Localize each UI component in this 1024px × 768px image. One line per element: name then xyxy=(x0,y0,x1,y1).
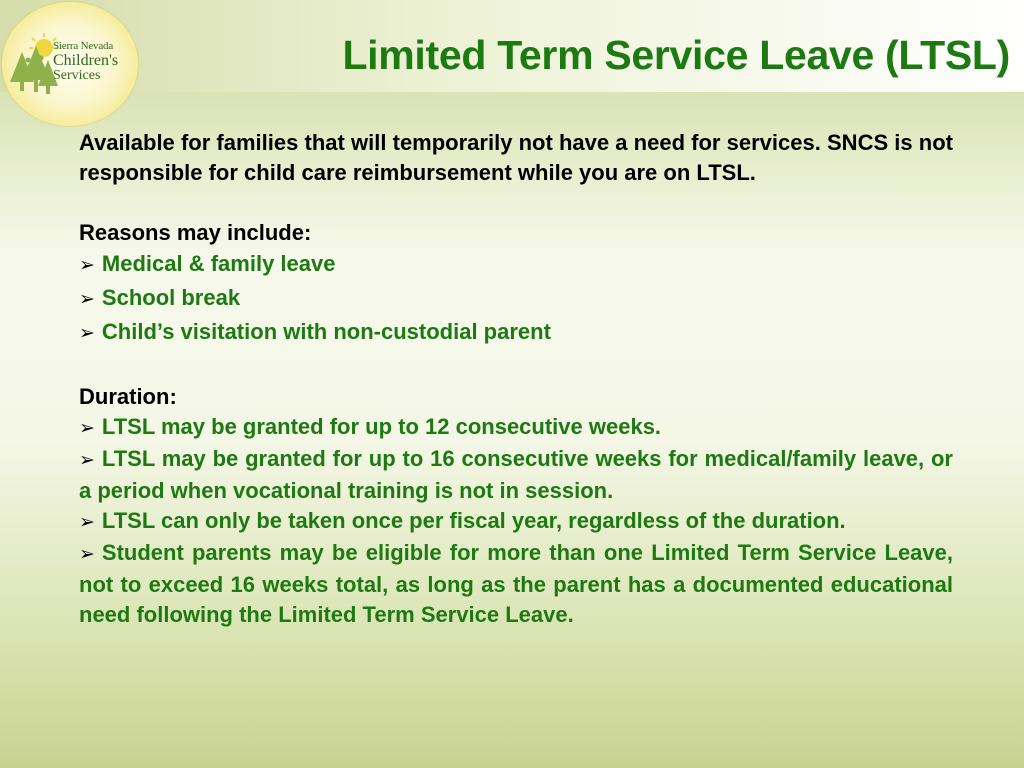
logo-line-1: Sierra Nevada xyxy=(53,40,114,52)
duration-list xyxy=(79,412,953,630)
arrow-right-icon: ➢ xyxy=(79,255,95,276)
arrow-right-icon: ➢ xyxy=(79,289,95,310)
list-item: ➢ LTSL may be granted for up to 12 consecutive weeks. xyxy=(79,414,662,439)
duration-label: Duration: xyxy=(79,384,177,409)
list-item: ➢ LTSL can only be taken once per fiscal year, regardless of the duration. xyxy=(79,508,846,533)
logo-line-2: Children's xyxy=(53,52,119,69)
intro-paragraph: Available for families that will temporarily not have a need for services. SNCS is not responsible for child care reimbursement while you are on LTSL. xyxy=(79,130,953,185)
arrow-right-icon: ➢ xyxy=(79,512,95,533)
reasons-list xyxy=(79,248,953,350)
slide-title: Limited Term Service Leave (LTSL) xyxy=(342,32,1010,78)
list-item: ➢ School break xyxy=(79,285,241,310)
arrow-right-icon: ➢ xyxy=(79,323,95,344)
list-item: ➢ LTSL may be granted for up to 16 consecutive weeks for medical/family leave, or a period when vocational training is not in session. xyxy=(79,446,953,503)
title-bar xyxy=(0,0,1024,92)
logo-text xyxy=(53,41,137,83)
arrow-right-icon: ➢ xyxy=(79,418,95,439)
slide-content xyxy=(79,128,953,630)
list-item: ➢ Student parents may be eligible for more than one Limited Term Service Leave, not to exceed 16 weeks total, as long as the parent has a documented educational need following the Limited Term Service Leave. xyxy=(79,540,953,627)
arrow-right-icon: ➢ xyxy=(79,544,95,565)
list-item: ➢ Child’s visitation with non-custodial parent xyxy=(79,319,551,344)
logo xyxy=(2,2,138,126)
reasons-label: Reasons may include: xyxy=(79,220,312,245)
list-item: ➢ Medical & family leave xyxy=(79,251,336,276)
logo-line-3: Services xyxy=(53,68,101,83)
arrow-right-icon: ➢ xyxy=(79,450,95,471)
